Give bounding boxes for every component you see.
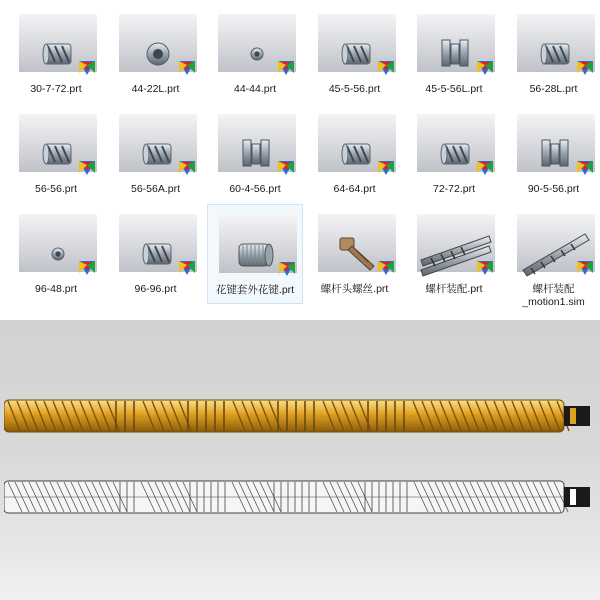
file-item[interactable] (108, 4, 204, 104)
nx-part-badge-icon (179, 61, 195, 75)
screw-assembly-icon (417, 214, 495, 280)
file-item[interactable] (207, 204, 303, 304)
screw-element-icon (119, 214, 197, 280)
kneading-block-icon (218, 114, 296, 180)
screw-element-icon (318, 14, 396, 80)
file-item[interactable] (8, 104, 104, 204)
screw-element-icon (19, 14, 97, 80)
file-item[interactable] (506, 204, 600, 308)
file-name-label: 螺杆装配.prt (425, 283, 483, 295)
small-bushing-icon (218, 14, 296, 80)
screw-element-icon (417, 114, 495, 180)
file-item[interactable] (406, 204, 502, 304)
nx-part-badge-icon (577, 161, 593, 175)
nx-part-badge-icon (79, 261, 95, 275)
kneading-block-icon (517, 114, 595, 180)
file-name-label: 56-56.prt (34, 183, 78, 195)
nx-part-badge-icon (179, 161, 195, 175)
file-name-label: 64-64.prt (333, 183, 376, 195)
file-name-label: 96-96.prt (134, 283, 177, 295)
file-name-label: 90-5-56.prt (527, 183, 580, 195)
nx-part-badge-icon (378, 61, 394, 75)
nx-part-badge-icon (577, 61, 593, 75)
small-bushing-icon (19, 214, 97, 280)
screw-element-icon (19, 114, 97, 180)
screw-element-icon (318, 114, 396, 180)
file-item[interactable] (307, 4, 403, 104)
nx-part-badge-icon (477, 261, 493, 275)
nx-part-badge-icon (179, 261, 195, 275)
file-item[interactable] (406, 104, 502, 204)
file-item[interactable] (108, 104, 204, 204)
file-item[interactable] (406, 4, 502, 104)
file-name-label: 56-56A.prt (130, 183, 181, 195)
file-name-label: 45-5-56L.prt (425, 83, 483, 95)
file-name-label: 44-22L.prt (131, 83, 180, 95)
file-name-label: 花键套外花键.prt (215, 284, 295, 296)
3d-model-viewport[interactable] (0, 320, 600, 600)
file-name-label: 72-72.prt (432, 183, 476, 195)
nx-part-badge-icon (378, 261, 394, 275)
file-item[interactable] (506, 104, 600, 204)
file-item[interactable] (307, 204, 403, 304)
nx-part-badge-icon (477, 61, 493, 75)
screw-assembly-sim-icon (517, 214, 595, 280)
file-name-label: 螺杆头螺丝.prt (320, 283, 389, 295)
file-item[interactable] (108, 204, 204, 304)
nx-part-badge-icon (79, 61, 95, 75)
kneading-block-icon (417, 14, 495, 80)
file-item[interactable] (8, 4, 104, 104)
file-name-label: 96-48.prt (34, 283, 78, 295)
screw-shaft-wireframe-model[interactable] (4, 478, 596, 516)
nx-part-badge-icon (477, 161, 493, 175)
file-name-label: 螺杆装配 _motion1.sim (522, 283, 585, 308)
nx-part-badge-icon (378, 161, 394, 175)
file-item[interactable] (307, 104, 403, 204)
file-name-label: 60-4-56.prt (229, 183, 281, 195)
file-name-label: 44-44.prt (233, 83, 277, 95)
file-name-label: 30-7-72.prt (30, 83, 82, 95)
nx-part-badge-icon (278, 61, 294, 75)
ring-spacer-icon (119, 14, 197, 80)
nx-part-badge-icon (577, 261, 593, 275)
file-item[interactable] (506, 4, 600, 104)
screw-element-icon (517, 14, 595, 80)
screw-element-icon (119, 114, 197, 180)
file-item[interactable] (8, 204, 104, 304)
screw-shaft-shaded-model[interactable] (4, 396, 596, 436)
screw-head-bolt-icon (318, 214, 396, 280)
file-name-label: 56-28L.prt (529, 83, 578, 95)
file-item[interactable] (207, 104, 303, 204)
nx-part-badge-icon (279, 262, 295, 276)
file-name-label: 45-5-56.prt (328, 83, 381, 95)
file-item[interactable] (207, 4, 303, 104)
nx-part-badge-icon (278, 161, 294, 175)
spline-sleeve-icon (219, 215, 297, 281)
nx-part-badge-icon (79, 161, 95, 175)
